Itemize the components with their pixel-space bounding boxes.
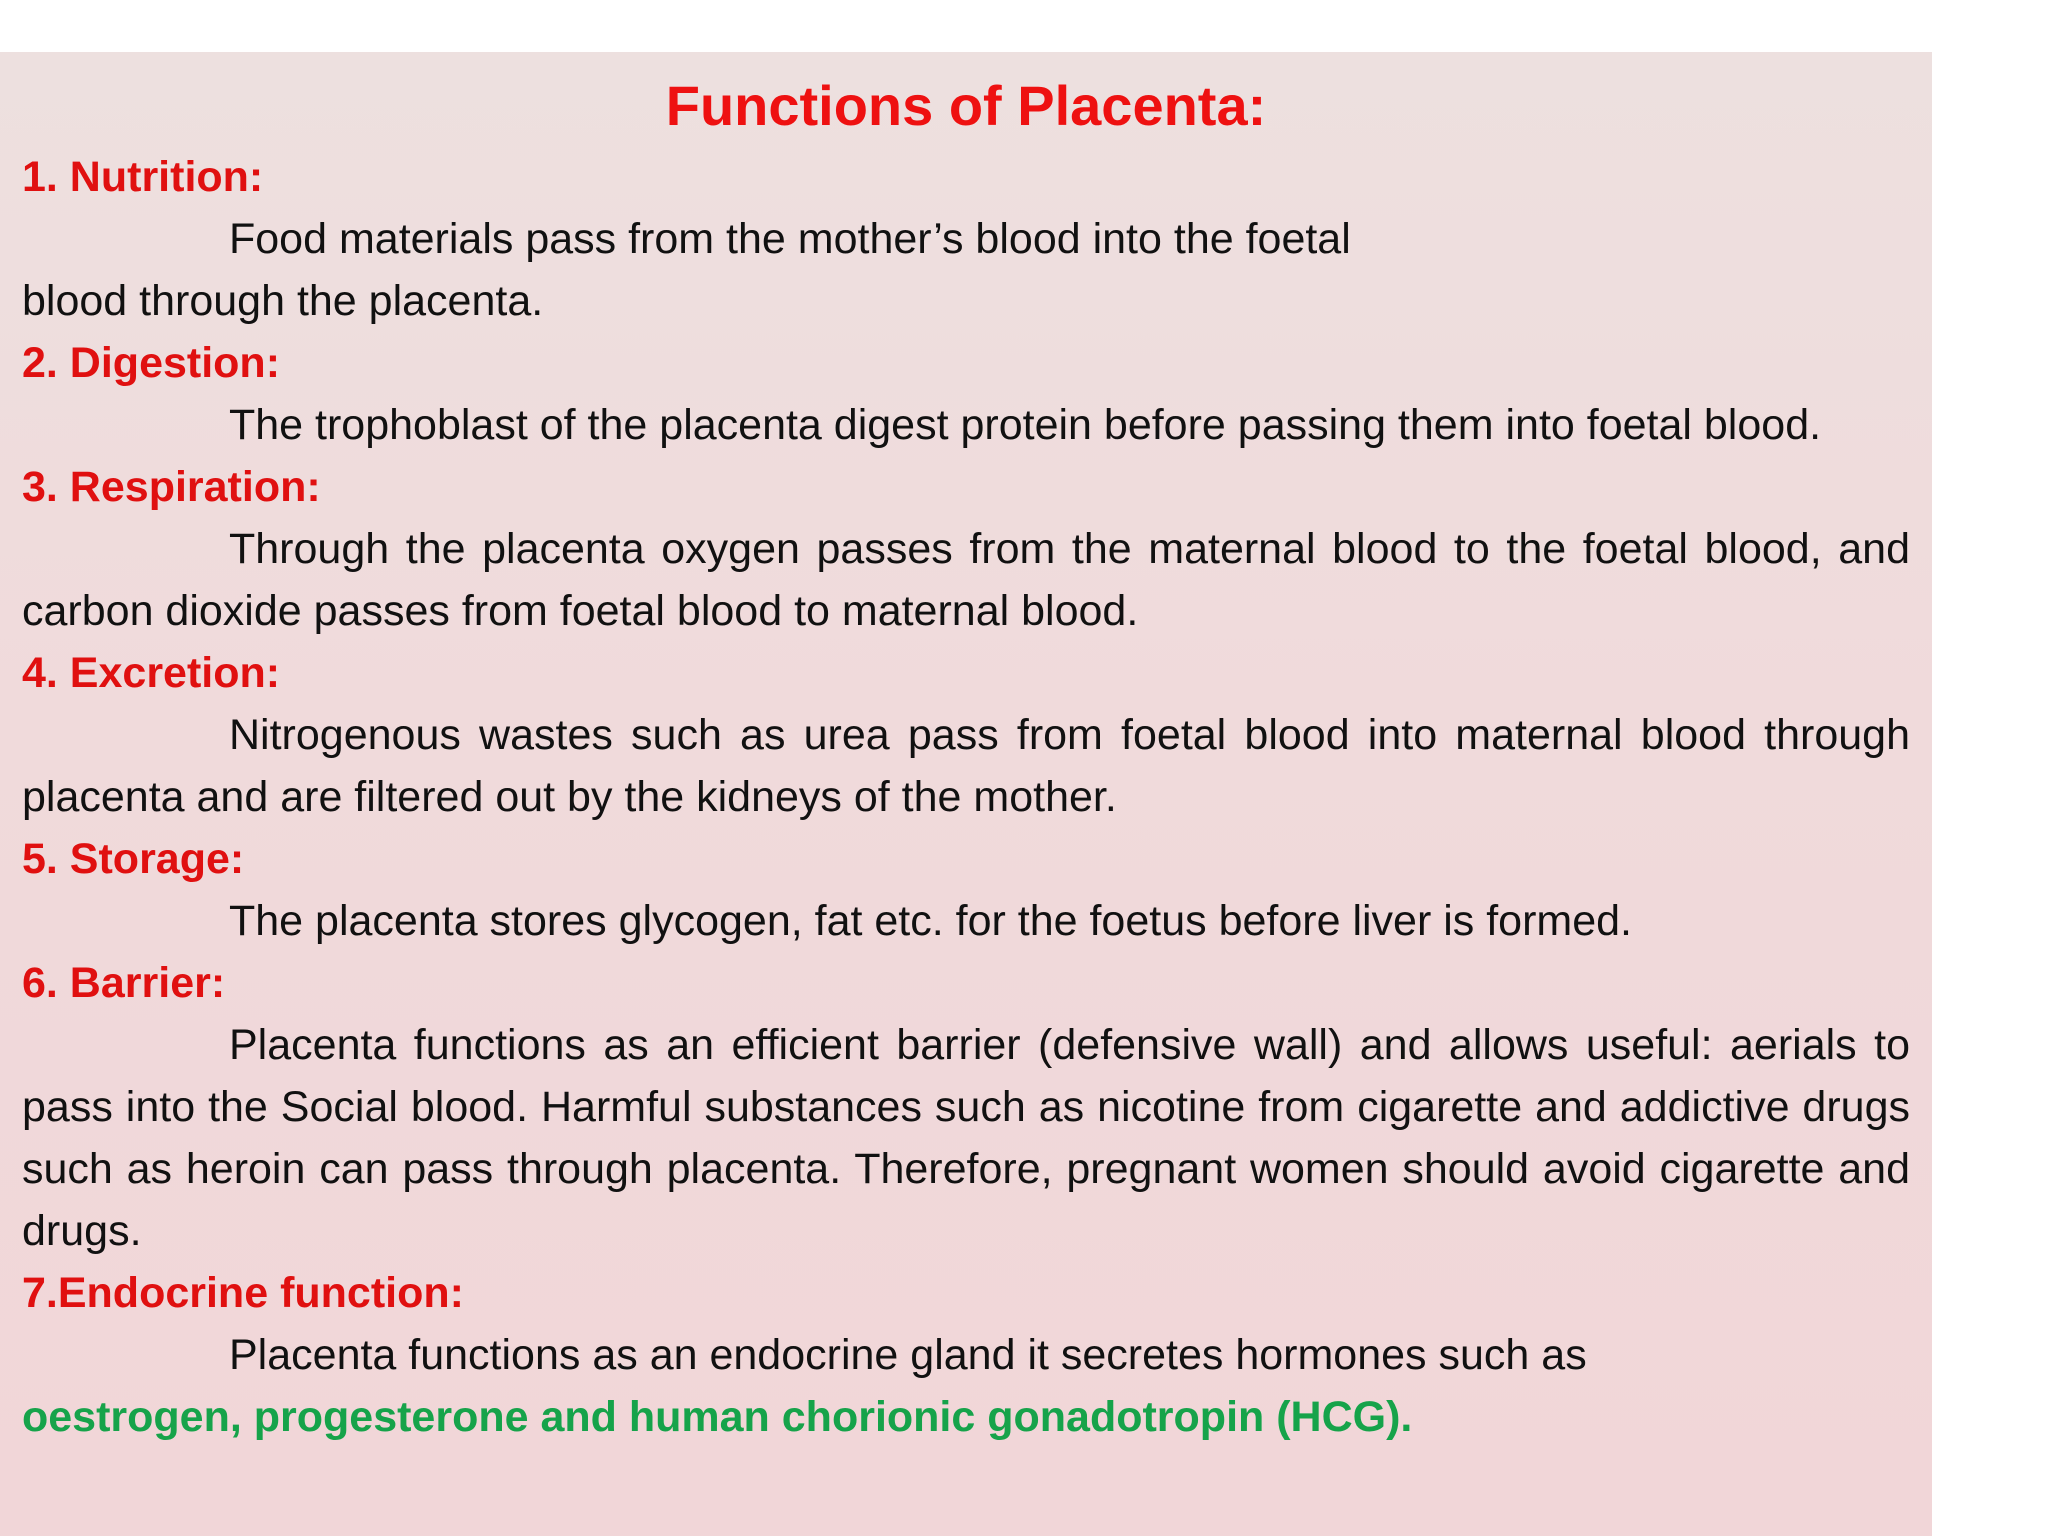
section-heading: 2. Digestion:: [22, 339, 281, 387]
section-barrier: [22, 952, 1910, 1262]
section-body-line: Food materials pass from the mother’s blood into the foetal: [229, 215, 1351, 263]
section-body: Nitrogenous wastes such as urea pass from foetal blood into maternal blood through placenta and are filtered out by the kidneys of the mother.: [22, 711, 1910, 821]
section-digestion: [22, 332, 1910, 456]
section-endocrine: [22, 1262, 1910, 1448]
page-title: Functions of Placenta:: [665, 74, 1267, 137]
section-heading: 1. Nutrition:: [22, 153, 264, 201]
section-body: The placenta stores glycogen, fat etc. for the foetus before liver is formed.: [229, 897, 1633, 945]
section-body: Placenta functions as an efficient barrier (defensive wall) and allows useful: aerials to pass into the Social blood. Harmful substances such as nicotine from cigarette and addictive drugs such as heroin can pass through placenta. Therefore, pregnant women should avoid cigarette and drugs.: [22, 1021, 1910, 1255]
section-body: Through the placenta oxygen passes from the maternal blood to the foetal blood, and carbon dioxide passes from foetal blood to maternal blood.: [22, 525, 1910, 635]
hormone-list: oestrogen, progesterone and human chorionic gonadotropin (HCG).: [22, 1393, 1413, 1441]
section-body: [22, 1324, 1910, 1448]
section-heading: 5. Storage:: [22, 835, 245, 883]
section-body: [22, 208, 1910, 332]
section-body-line: blood through the placenta.: [22, 277, 544, 325]
section-storage: [22, 828, 1910, 952]
section-body: The trophoblast of the placenta digest protein before passing them into foetal blood.: [229, 401, 1822, 449]
section-heading: 6. Barrier:: [22, 959, 226, 1007]
section-excretion: [22, 642, 1910, 828]
section-body-line: Placenta functions as an endocrine gland it secretes hormones such as: [229, 1331, 1587, 1379]
section-heading: 4. Excretion:: [22, 649, 281, 697]
section-respiration: [22, 456, 1910, 642]
section-nutrition: [22, 146, 1910, 332]
slide-panel: [0, 52, 1932, 1536]
section-heading: 7.Endocrine function:: [22, 1269, 464, 1317]
section-heading: 3. Respiration:: [22, 463, 321, 511]
